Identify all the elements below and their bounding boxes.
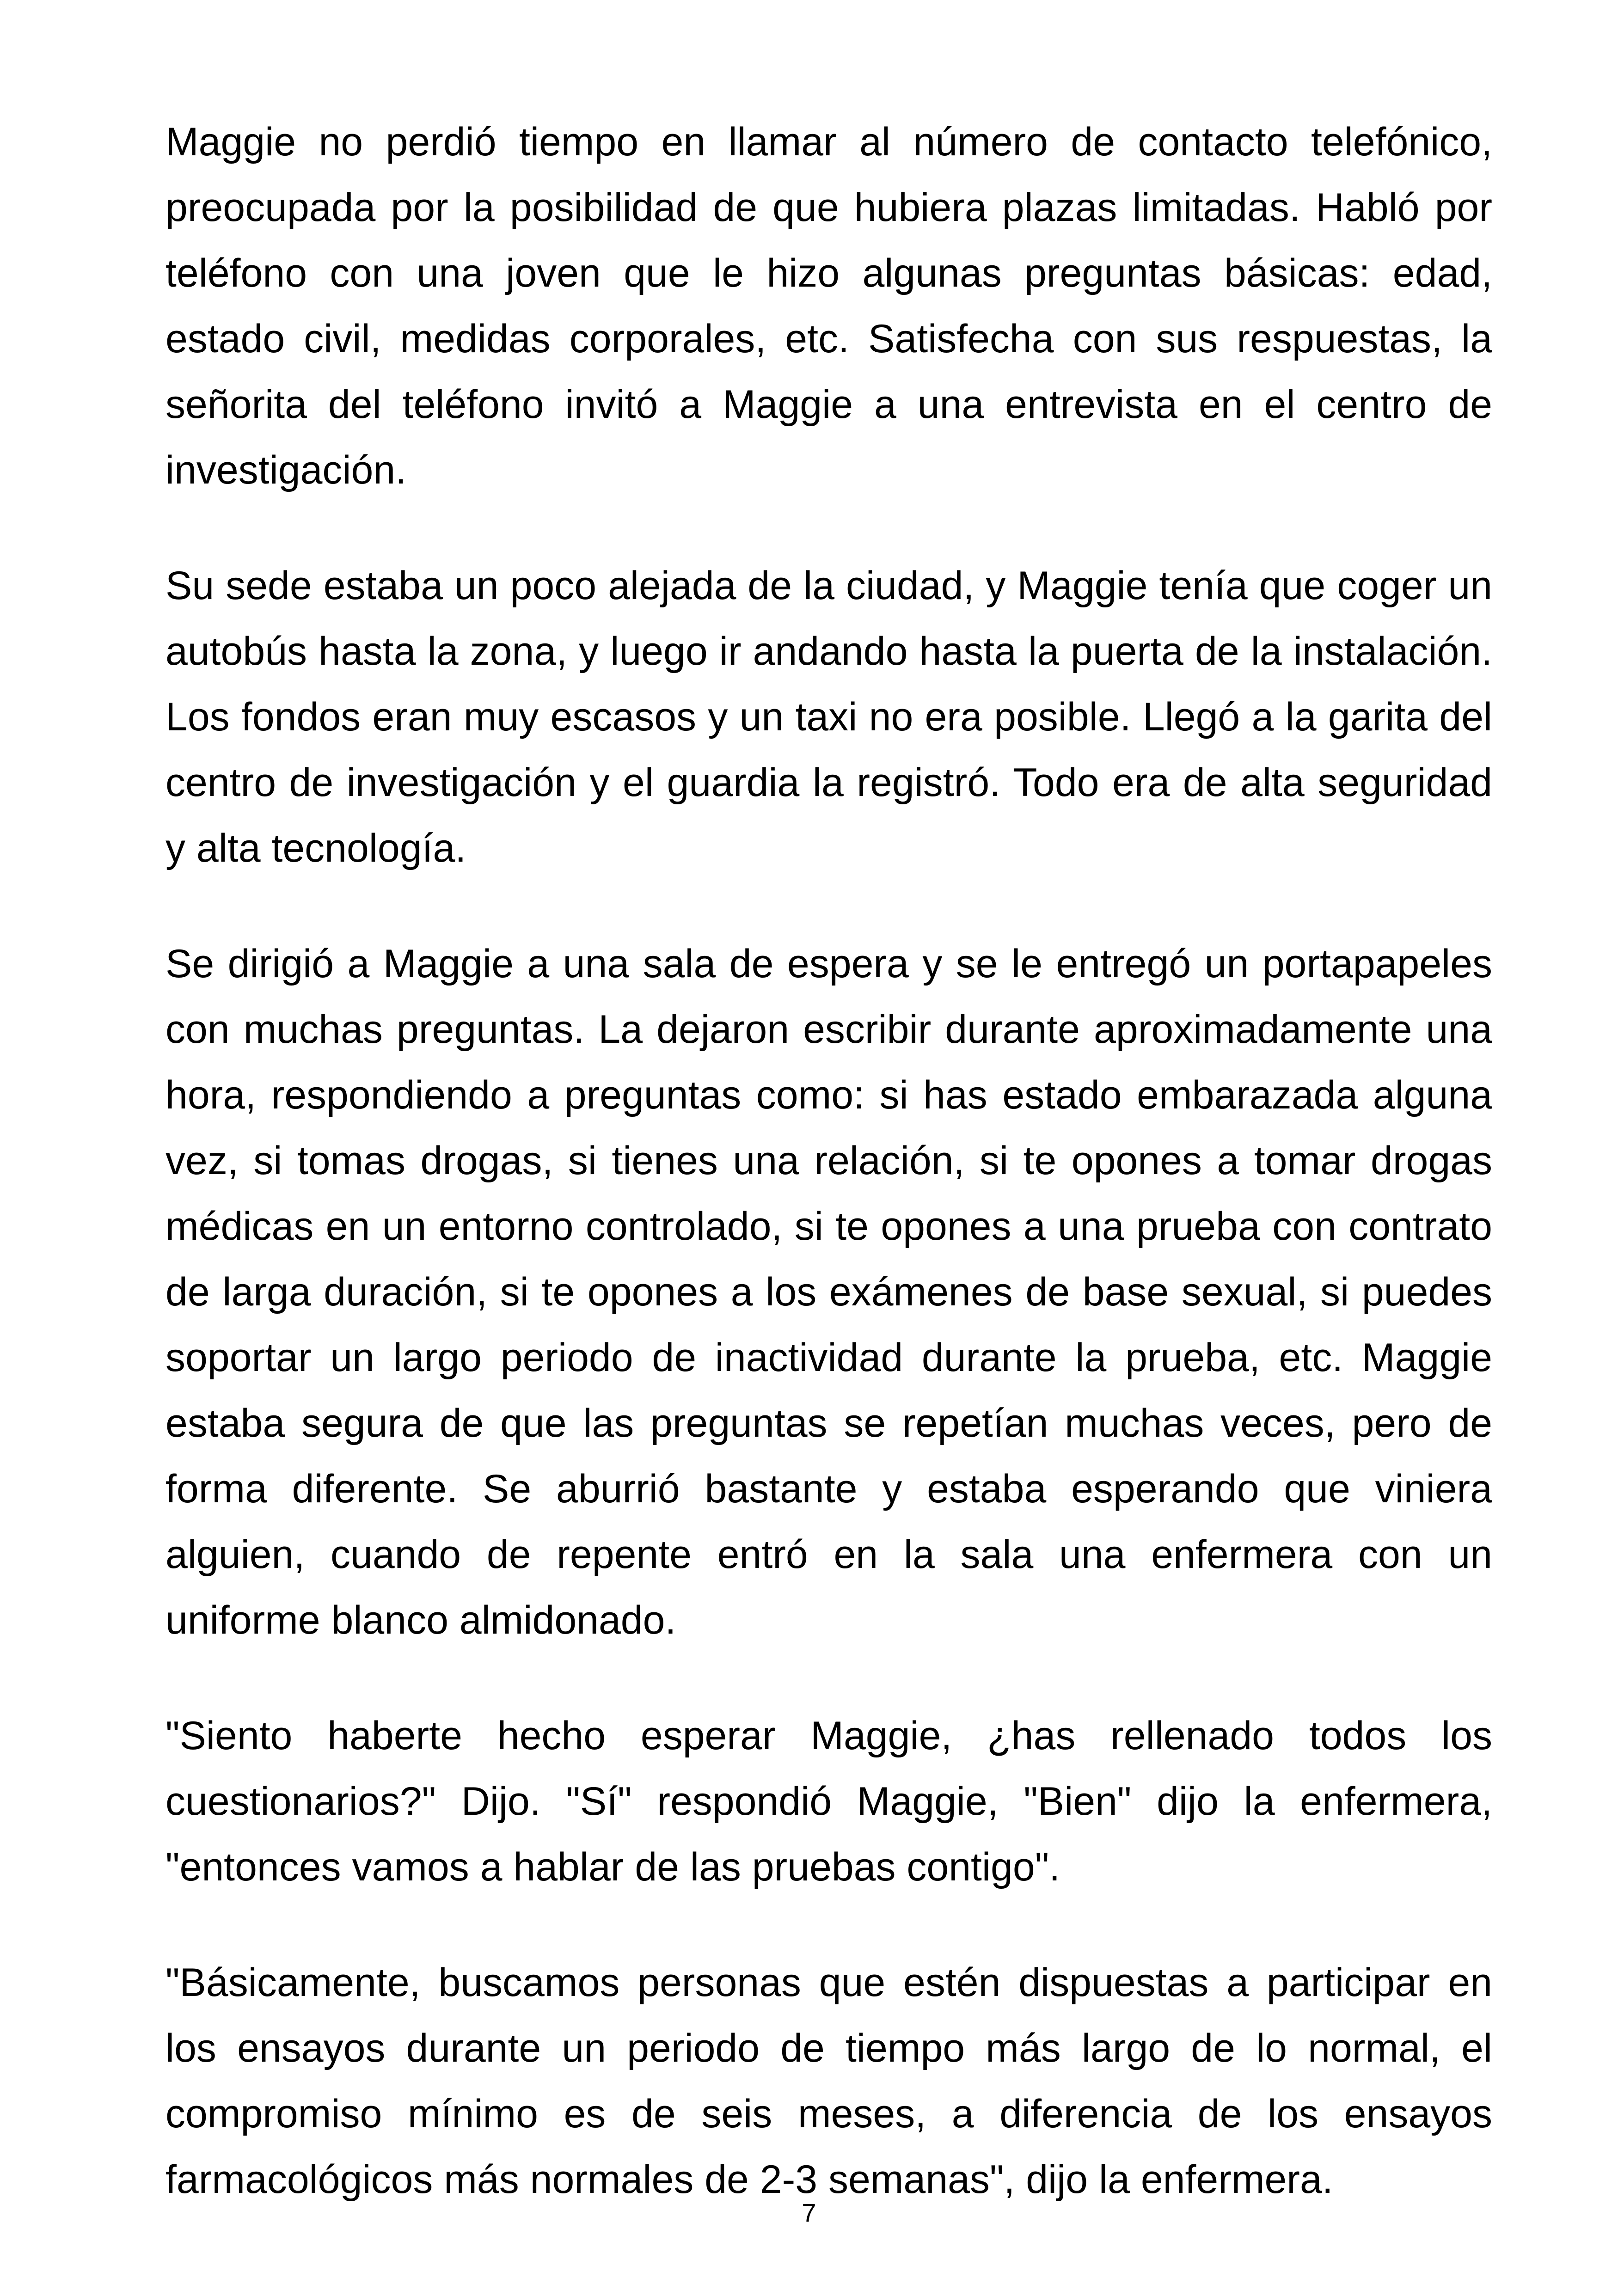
paragraph-4: "Siento haberte hecho esperar Maggie, ¿has rellenado todos los cuestionarios?" Dijo. "Sí" respondió Maggie, "Bien" dijo la enfermera, "entonces vamos a hablar de las pruebas contigo". xyxy=(165,1714,1492,1889)
page-number: 7 xyxy=(802,2198,816,2227)
paragraph-2: Su sede estaba un poco alejada de la ciudad, y Maggie tenía que coger un autobús hasta la zona, y luego ir andando hasta la puerta de la instalación. Los fondos eran muy escasos y un taxi no era posible. Llegó a la garita del centro de investigación y el guardia la registró. Todo era de alta seguridad y alta tecnología. xyxy=(165,563,1492,870)
paragraph-1: Maggie no perdió tiempo en llamar al número de contacto telefónico, preocupada por la posibilidad de que hubiera plazas limitadas. Habló por teléfono con una joven que le hizo algunas preguntas básicas: edad, estado civil, medidas corporales, etc. Satisfecha con sus respuestas, la señorita del teléfono invitó a Maggie a una entrevista en el centro de investigación. xyxy=(165,120,1492,492)
paragraph-5: "Básicamente, buscamos personas que estén dispuestas a participar en los ensayos durante un periodo de tiempo más largo de lo normal, el compromiso mínimo es de seis meses, a diferencia de los ensayos farmacológicos más normales de 2-3 semanas", dijo la enfermera. xyxy=(165,1960,1492,2202)
paragraph-3: Se dirigió a Maggie a una sala de espera y se le entregó un portapapeles con muchas preguntas. La dejaron escribir durante aproximadamente una hora, respondiendo a preguntas como: si has estado embarazada alguna vez, si tomas drogas, si tienes una relación, si te opones a tomar drogas médicas en un entorno controlado, si te opones a una prueba con contrato de larga duración, si te opones a los exámenes de base sexual, si puedes soportar un largo periodo de inactividad durante la prueba, etc. Maggie estaba segura de que las preguntas se repetían muchas veces, pero de forma diferente. Se aburrió bastante y estaba esperando que viniera alguien, cuando de repente entró en la sala una enfermera con un uniforme blanco almidonado. xyxy=(165,942,1492,1642)
page-body xyxy=(165,109,1492,2262)
